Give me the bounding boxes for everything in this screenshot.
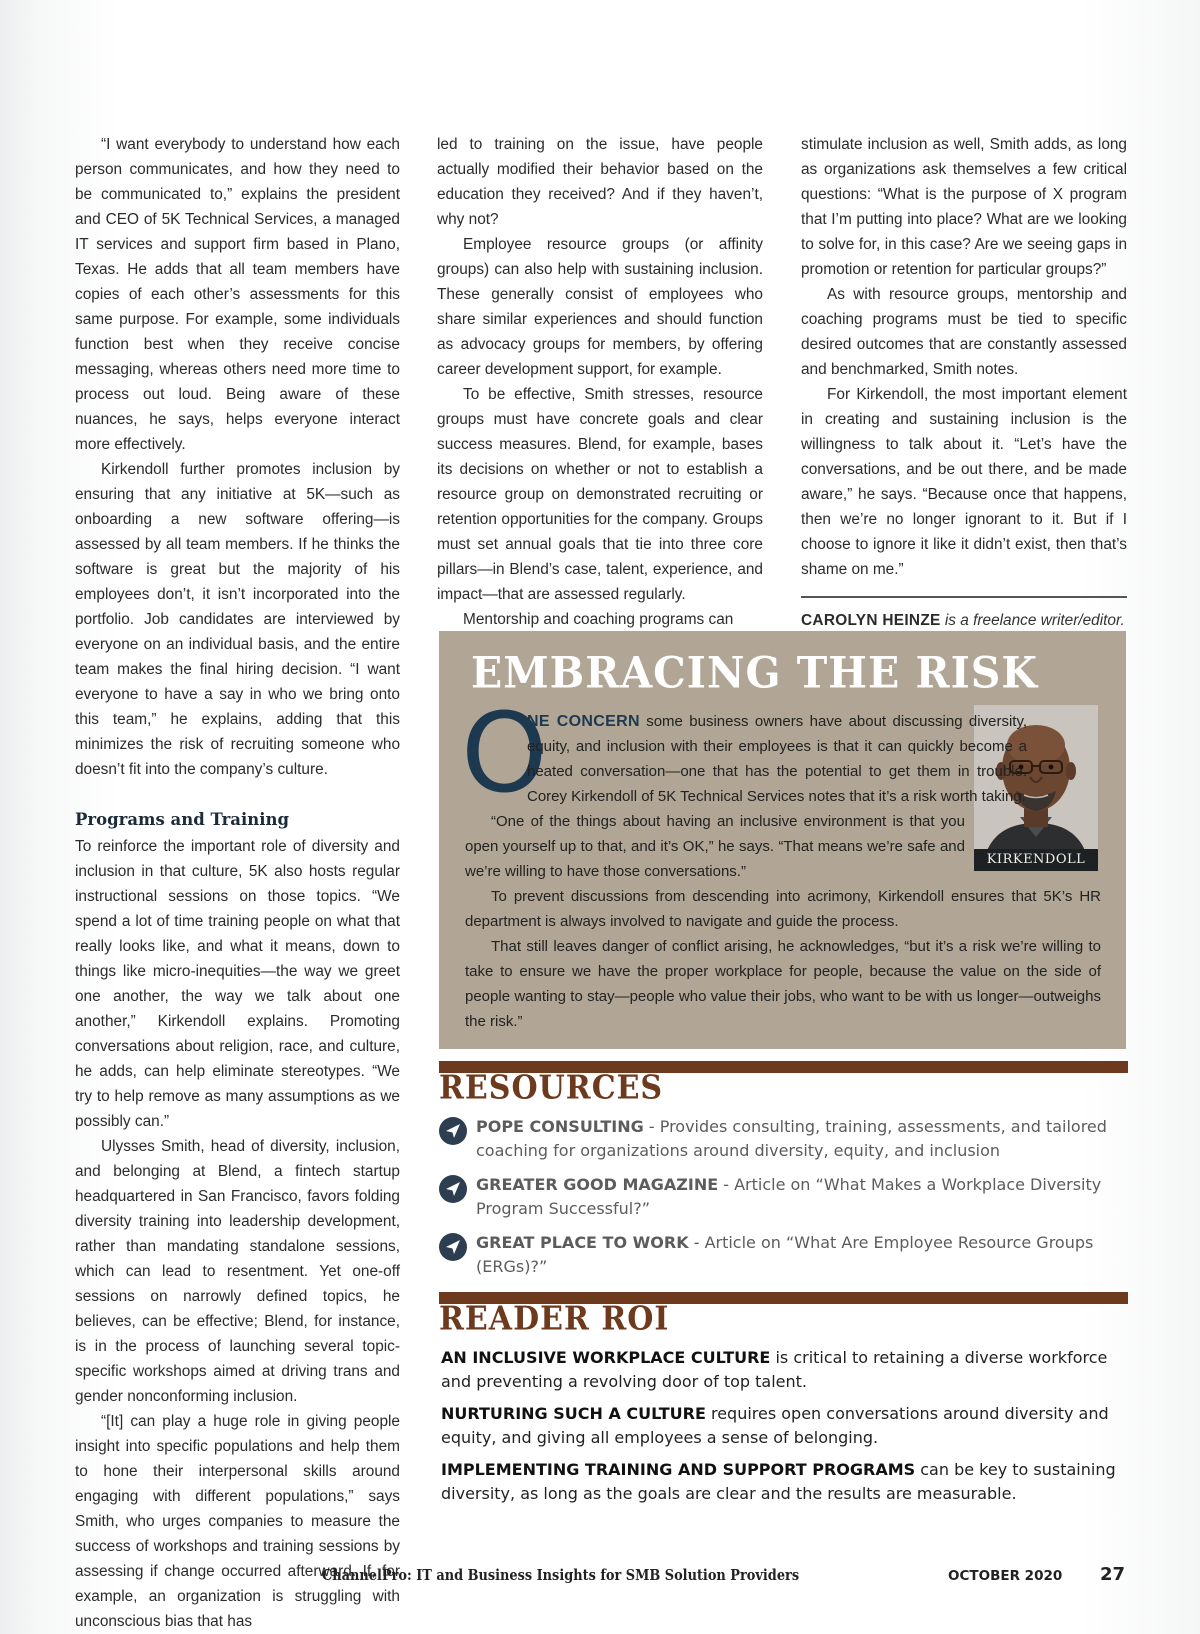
author-byline — [801, 608, 1127, 633]
lead-in: NE CONCERN — [527, 713, 640, 730]
drop-cap: O — [461, 689, 548, 817]
roi-item-text: can be key to sustaining diversity, as long as the goals are clear and the results are measurable. — [441, 1460, 1116, 1503]
publication-name: ChannelPro: IT and Business Insights for SMB Solution Providers — [322, 1566, 800, 1584]
navigation-arrow-icon — [439, 1117, 467, 1145]
article-column-2 — [437, 132, 763, 632]
body-paragraph: To reinforce the important role of diversity and inclusion in that culture, 5K also hosts regular instructional sessions on those topics. “We spend a lot of time training people on what that really looks like, and what it means, down to things like micro-inequities—the way we greet one another, the way we talk about one another,” Kirkendoll explains. Promoting conversations about religion, race, and culture, he adds, can help eliminate stereotypes. “We try to help remove as many assumptions as we possibly can.” — [75, 838, 400, 1130]
sidebar-paragraph: To prevent discussions from descending into acrimony, Kirkendoll ensures that 5K’s HR department is always involved to navigate and guide the process. — [465, 888, 1101, 930]
sidebar-paragraph: “One of the things about having an inclusive environment is that you open yourself up to that, and it’s OK,” he says. “That means we’re safe and we’re willing to have those conversations.” — [465, 813, 965, 880]
sidebar-paragraph: That still leaves danger of conflict arising, he acknowledges, “but it’s a risk we’re willing to take to ensure we have the proper workplace for people, because the value on the side of people wanting to stay—people who value their jobs, who want to be with us longer—outweighs the risk.” — [465, 938, 1101, 1030]
resource-item — [439, 1115, 1128, 1163]
sidebar-lead-text: some business owners have about discussing diversity, equity, and inclusion with their employees is that it can quickly become a heated conversation—one that has the potential to get them in trouble. Corey Kirkendoll of 5K Technical Services notes that it’s a risk worth taking. — [527, 713, 1028, 805]
subhead-programs-and-training: Programs and Training — [75, 810, 290, 829]
issue-date: OCTOBER 2020 — [948, 1568, 1063, 1584]
sidebar-body — [465, 709, 1101, 1034]
sidebar-lead-paragraph — [465, 709, 1027, 809]
embracing-the-risk-sidebar — [439, 631, 1126, 1049]
page-footer — [0, 1566, 1200, 1596]
body-paragraph: To be effective, Smith stresses, resource groups must have concrete goals and clear success measures. Blend, for example, bases its decisions on whether or not to establish a resource group on demonstrated recruiting or retention opportunities for the company. Groups must set annual goals that tie into three core pillars—in Blend’s case, talent, experience, and impact—that are assessed regularly. — [437, 386, 763, 603]
navigation-arrow-icon — [439, 1175, 467, 1203]
roi-item — [441, 1458, 1125, 1506]
resource-description: Article on “What Are Employee Resource Groups (ERGs)?” — [476, 1233, 1094, 1276]
resource-separator: - — [643, 1117, 660, 1136]
sidebar-title: EMBRACING THE RISK — [471, 647, 1039, 699]
resource-description: Article on “What Makes a Workplace Diversity Program Successful?” — [476, 1175, 1102, 1218]
body-paragraph: “I want everybody to understand how each person communicates, and how they need to be communicated to,” explains the president and CEO of 5K Technical Services, a managed IT services and support firm based in Plano, Texas. He adds that all team members have copies of each other’s assessments for this same purpose. For example, some individuals function best when they receive concise messaging, whereas others need more time to process out loud. Being aware of these nuances, he says, helps everyone interact more effectively. — [75, 136, 400, 453]
body-paragraph: led to training on the issue, have people actually modified their behavior based on the education they received? And if they haven’t, why not? — [437, 136, 763, 228]
body-paragraph: As with resource groups, mentorship and coaching programs must be tied to specific desired outcomes that are constantly assessed and benchmarked, Smith notes. — [801, 286, 1127, 378]
resource-name[interactable]: GREAT PLACE TO WORK — [476, 1233, 689, 1252]
roi-item-lead: IMPLEMENTING TRAINING AND SUPPORT PROGRAMS — [441, 1460, 916, 1479]
roi-item — [441, 1402, 1125, 1450]
reader-roi-header — [439, 1292, 1128, 1339]
body-paragraph: Kirkendoll further promotes inclusion by ensuring that any initiative at 5K—such as onboarding a new software offering—is assessed by all team members. If he thinks the software is great but the majority of his employees don’t, it isn’t incorporated into the portfolio. Job candidates are interviewed by everyone on an individual basis, and the entire team makes the final hiring decision. “I want everyone to have a say in who we bring onto this team,” he explains, adding that this minimizes the risk of recruiting someone who doesn’t fit into the company’s culture. — [75, 461, 400, 778]
roi-item-text: is critical to retaining a diverse workforce and preventing a revolving door of top talent. — [441, 1348, 1108, 1391]
resource-name[interactable]: GREATER GOOD MAGAZINE — [476, 1175, 719, 1194]
author-name: CAROLYN HEINZE — [801, 612, 941, 629]
body-paragraph: “[It] can play a huge role in giving people insight into specific populations and help them to hone their interpersonal skills around engaging with different populations,” says Smith, who urges companies to measure the success of workshops and training sessions by assessing if change occurred afterward. If, for example, an organization is struggling with unconscious bias that has — [75, 1413, 400, 1630]
roi-item-text: requires open conversations around diversity and equity, and giving all employees a sense of belonging. — [441, 1404, 1109, 1447]
page-number: 27 — [1100, 1564, 1126, 1585]
roi-item — [441, 1346, 1125, 1394]
body-paragraph: Mentorship and coaching programs can — [463, 611, 734, 628]
body-paragraph: stimulate inclusion as well, Smith adds, as long as organizations ask themselves a few critical questions: “What is the purpose of X program that I’m putting into place? What are we looking to solve for, in this case? Are we seeing gaps in promotion or retention for particular groups?” — [801, 136, 1127, 278]
photo-caption: KIRKENDOLL — [974, 849, 1098, 871]
resource-description: Provides consulting, training, assessments, and tailored coaching for organizations around diversity, equity, and inclusion — [476, 1117, 1107, 1160]
resource-item — [439, 1231, 1128, 1279]
body-paragraph: Employee resource groups (or affinity groups) can also help with sustaining inclusion. These generally consist of employees who share similar experiences and should function as advocacy groups for members, by offering career development support, for example. — [437, 236, 763, 378]
reader-roi-title: READER ROI — [439, 1299, 670, 1339]
navigation-arrow-icon — [439, 1233, 467, 1261]
resources-header — [439, 1061, 1128, 1108]
resource-separator: - — [688, 1233, 705, 1252]
body-paragraph: Ulysses Smith, head of diversity, inclusion, and belonging at Blend, a fintech startup headquartered in San Francisco, favors folding diversity training into leadership development, rather than mandating standalone sessions, which can lead to resentment. Yet one-off sessions on narrowly defined topics, he believes, can be effective; Blend, for instance, is in the process of launching several topic-specific workshops aimed at driving trans and gender nonconforming inclusion. — [75, 1138, 400, 1405]
resources-list — [439, 1115, 1128, 1289]
roi-item-lead: AN INCLUSIVE WORKPLACE CULTURE — [441, 1348, 771, 1367]
reader-roi-list — [441, 1346, 1125, 1514]
article-column-3 — [801, 132, 1127, 633]
resources-title: RESOURCES — [439, 1068, 664, 1108]
resource-item — [439, 1173, 1128, 1221]
resource-separator: - — [718, 1175, 735, 1194]
body-paragraph: For Kirkendoll, the most important element in creating and sustaining inclusion is the willingness to talk about it. “Let’s have the conversations, and be out there, and be made aware,” he says. “Because once that happens, then we’re no longer ignorant to it. But if I choose to ignore it like it didn’t exist, then that’s shame on me.” — [801, 386, 1127, 578]
author-role: is a freelance writer/editor. — [944, 612, 1125, 629]
resource-name[interactable]: POPE CONSULTING — [476, 1117, 644, 1136]
roi-item-lead: NURTURING SUCH A CULTURE — [441, 1404, 706, 1423]
article-column-1 — [75, 132, 400, 1634]
byline-divider — [801, 596, 1127, 598]
